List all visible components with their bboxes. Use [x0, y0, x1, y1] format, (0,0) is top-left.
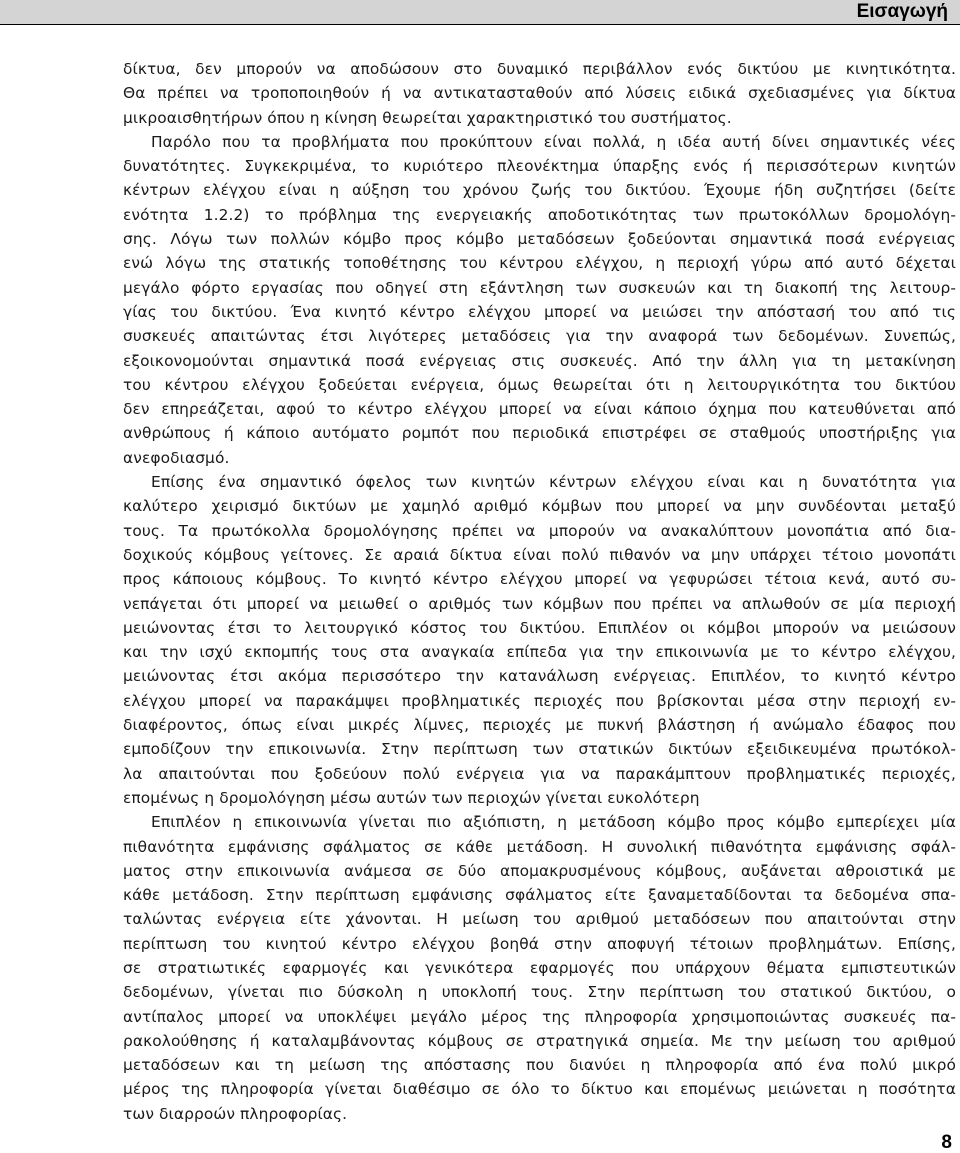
paragraph-line: λα απαιτούνται που ξοδεύουν πολύ ενέργεια για να παρακάμπτουν προβληματικές περιοχές,	[123, 764, 956, 783]
paragraph-line: Θα πρέπει να τροποποιηθούν ή να αντικατασταθούν από λύσεις ειδικά σχεδιασμένες για δίκτυα	[123, 84, 956, 103]
paragraph-line: του κέντρου ελέγχου ξοδεύεται ενέργεια, όμως θεωρείται ότι η λειτουργικότητα του δικτύου	[123, 375, 956, 394]
paragraph-line: ανθρώπους ή κάποιο αυτόματο ρομπότ που περιοδικά επιστρέφει σε σταθμούς υποστήριξης για	[123, 424, 956, 443]
paragraph-line: των διαρροών πληροφορίας.	[123, 1104, 348, 1123]
running-header	[0, 0, 960, 24]
paragraph-line: μεταδόσεων και τη μείωση της απόστασης που διανύει η πληροφορία από ένα πολύ μικρό	[123, 1056, 956, 1075]
page-body	[123, 57, 956, 1126]
paragraph-line: μέρος της πληροφορία γίνεται διαθέσιμο σε όλο το δίκτυο και επομένως μειώνεται η ποσότητα	[123, 1080, 956, 1099]
paragraph-line: μικροαισθητήρων όπου η κίνηση θεωρείται χαρακτηριστικό του συστήματος.	[123, 108, 732, 127]
paragraph-line: Επιπλέον η επικοινωνία γίνεται πιο αξιόπιστη, η μετάδοση κόμβο προς κόμβο εμπερίεχει μία	[151, 813, 956, 832]
paragraph-line: τους. Τα πρωτόκολλα δρομολόγησης πρέπει να μπορούν να ανακαλύπτουν μονοπάτια από δια-	[123, 521, 956, 540]
paragraph-line: ανεφοδιασμό.	[123, 448, 230, 467]
paragraph-line: σε στρατιωτικές εφαρμογές και γενικότερα εφαρμογές που υπάρχουν θέματα εμπιστευτικών	[123, 958, 956, 977]
paragraph	[123, 130, 956, 470]
paragraph-line: συσκευές απαιτώντας έτσι λιγότερες μεταδόσεις για την αναφορά των δεδομένων. Συνεπώς,	[123, 327, 956, 346]
running-header-title: Εισαγωγή	[856, 1, 948, 22]
paragraph-line: δεδομένων, γίνεται πιο δύσκολη η υποκλοπή τους. Στην περίπτωση του στατικού δικτύου, ο	[123, 983, 956, 1002]
paragraph-line: δεν επηρεάζεται, αφού το κέντρο ελέγχου μπορεί να είναι κάποιο όχημα που κατευθύνεται από	[123, 400, 956, 419]
paragraph-line: διαφέροντος, όπως είναι μικρές λίμνες, περιοχές με πυκνή βλάστηση ή ανώμαλο έδαφος που	[123, 716, 956, 735]
paragraph	[123, 470, 956, 810]
paragraph-line: εξοικονομούνται σημαντικά ποσά ενέργειας στις συσκευές. Από την άλλη για τη μετακίνηση	[123, 351, 956, 370]
paragraph-line: δίκτυα, δεν μπορούν να αποδώσουν στο δυναμικό περιβάλλον ενός δικτύου με κινητικότητα.	[123, 60, 956, 78]
paragraph-line: καλύτερο χειρισμό δικτύων με χαμηλό αριθμό κόμβων που μπορεί να μην συνδέονται μεταξύ	[123, 497, 956, 516]
paragraph-line: εμποδίζουν την επικοινωνία. Στην περίπτωση των στατικών δικτύων εξειδικευμένα πρωτόκολ-	[123, 740, 956, 759]
paragraph-line: γίας του δικτύου. Ένα κινητό κέντρο ελέγχου μπορεί να μειώσει την απόστασή του από τις	[123, 302, 956, 321]
paragraph-line: Παρόλο που τα προβλήματα που προκύπτουν είναι πολλά, η ιδέα αυτή δίνει σημαντικές νέες	[151, 132, 956, 151]
page-number: 8	[941, 1132, 952, 1153]
paragraph-line: προς κάποιους κόμβους. Το κινητό κέντρο ελέγχου μπορεί να γεφυρώσει τέτοια κενά, αυτό συ-	[123, 570, 956, 589]
header-rule	[0, 24, 960, 25]
paragraph-line: δυνατότητες. Συγκεκριμένα, το κυριότερο πλεονέκτημα ύπαρξης ενός ή περισσότερων κινητών	[123, 157, 956, 176]
paragraph-line: μειώνοντας έτσι ακόμα περισσότερο την κατανάλωση ενέργειας. Επιπλέον, το κινητό κέντρο	[123, 667, 956, 686]
paragraph-line: Επίσης ένα σημαντικό όφελος των κινητών κέντρων ελέγχου είναι και η δυνατότητα για	[151, 473, 956, 492]
paragraph-line: ματος στην επικοινωνία ανάμεσα σε δύο απομακρυσμένους κόμβους, αυξάνεται αθροιστικά με	[123, 861, 956, 880]
paragraph	[123, 57, 956, 130]
paragraph-line: μειώνοντας έτσι το λειτουργικό κόστος του δικτύου. Επιπλέον οι κόμβοι μπορούν να μειώσουν	[123, 618, 956, 637]
paragraph-line: ενώ λόγω της στατικής τοποθέτησης του κέντρου ελέγχου, η περιοχή γύρω από αυτό δέχεται	[123, 254, 956, 273]
paragraph-line: πιθανότητα εμφάνισης σφάλματος σε κάθε μετάδοση. Η συνολική πιθανότητα εμφάνισης σφάλ-	[123, 837, 956, 856]
paragraph-line: ταλώντας ενέργεια είτε χάνονται. Η μείωση του αριθμού μεταδόσεων που απαιτούνται στην	[123, 910, 956, 929]
paragraph-line: σης. Λόγω των πολλών κόμβο προς κόμβο μεταδόσεων ξοδεύονται σημαντικά ποσά ενέργειας	[123, 230, 956, 249]
paragraph-line: μεγάλο φόρτο εργασίας που οδηγεί στη εξάντληση των συσκευών και τη διακοπή της λειτουρ-	[123, 278, 956, 297]
paragraph-line: ελέγχου μπορεί να παρακάμψει προβληματικές περιοχές που βρίσκονται μέσα στην περιοχή εν-	[123, 691, 956, 710]
paragraph-line: ενότητα 1.2.2) το πρόβλημα της ενεργειακής αποδοτικότητας των πρωτοκόλλων δρομολόγη-	[123, 205, 956, 224]
paragraph-line: περίπτωση του κινητού κέντρο ελέγχου βοηθά στην αποφυγή τέτοιων προβλημάτων. Επίσης,	[123, 934, 956, 953]
paragraph-line: κέντρων ελέγχου είναι η αύξηση του χρόνου ζωής του δικτύου. Έχουμε ήδη συζητήσει (δείτε	[123, 181, 956, 200]
paragraph-line: αντίπαλος μπορεί να υποκλέψει μεγάλο μέρος της πληροφορία χρησιμοποιώντας συσκευές πα-	[123, 1007, 956, 1026]
paragraph	[123, 810, 956, 1126]
paragraph-line: επομένως η δρομολόγηση μέσω αυτών των περιοχών γίνεται ευκολότερη	[123, 788, 700, 807]
paragraph-line: νεπάγεται ότι μπορεί να μειωθεί ο αριθμός των κόμβων που πρέπει να απλωθούν σε μία περιοχή	[123, 594, 956, 613]
paragraph-line: κάθε μετάδοση. Στην περίπτωση εμφάνισης σφάλματος είτε ξαναμεταδίδονται τα δεδομένα σπα-	[123, 886, 956, 905]
paragraph-line: δοχικούς κόμβους γείτονες. Σε αραιά δίκτυα είναι πολύ πιθανόν να μην υπάρχει τέτοιο μονοπάτι	[123, 545, 956, 564]
paragraph-line: και την ισχύ εκπομπής τους στα αναγκαία επίπεδα για την επικοινωνία με το κέντρο ελέγχου,	[123, 643, 956, 662]
paragraph-line: ρακολούθησης ή καταλαμβάνοντας κόμβους σε στρατηγικά σημεία. Με την μείωση του αριθμού	[123, 1031, 956, 1050]
